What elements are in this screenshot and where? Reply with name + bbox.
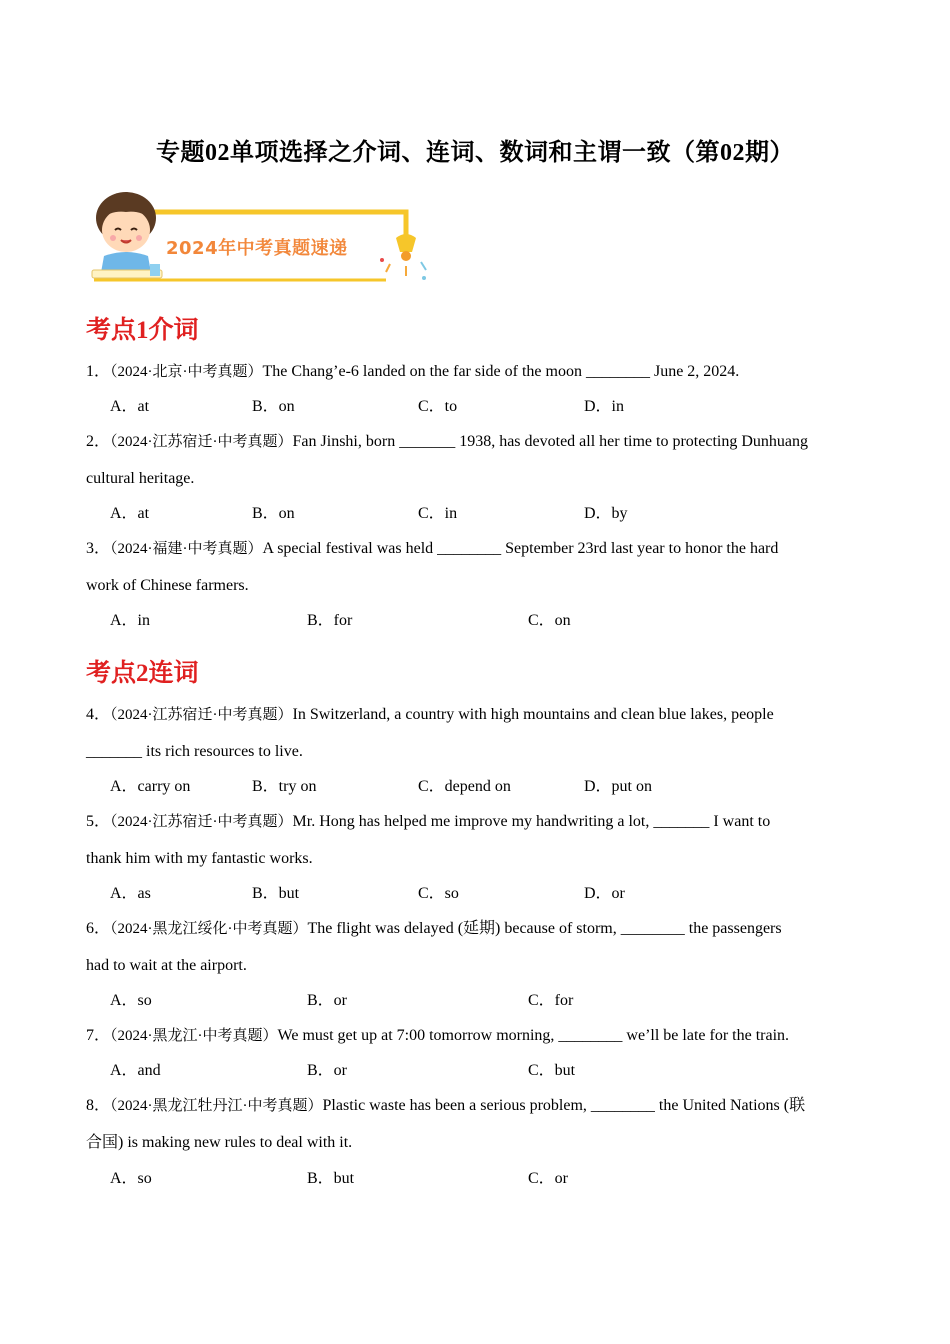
question-5 [86,812,770,832]
question-source: （2024·江苏宿迁·中考真题） [110,814,293,830]
question-4-continued: _______ its rich resources to live. [86,743,303,760]
option-c: C．in [418,505,458,522]
option-c: C．to [418,398,458,415]
question-number: 8． [86,1097,111,1114]
question-number: 5． [86,813,111,830]
question-text: In Switzerland, a country with high mountains and clean blue lakes, people [292,706,774,723]
question-number: 2． [86,433,111,450]
option-d: D．or [584,885,625,902]
question-text: We must get up at 7:00 tomorrow morning, ________ we’ll be late for the train. [277,1027,790,1044]
question-2 [86,432,808,452]
option-b: B．but [252,885,300,902]
question-text: Fan Jinshi, born _______ 1938, has devoted all her time to protecting Dunhuang [292,433,808,450]
question-4 [86,705,774,725]
question-8-continued: 合国) is making new rules to deal with it. [86,1134,353,1151]
option-a: A．so [110,1170,152,1187]
option-a: A．in [110,612,151,629]
question-text: The flight was delayed (延期) because of storm, ________ the passengers [307,920,782,937]
question-source: （2024·江苏宿迁·中考真题） [110,434,293,450]
question-number: 7． [86,1027,111,1044]
question-text: A special festival was held ________ September 23rd last year to honor the hard [262,540,779,557]
question-7 [86,1026,789,1046]
question-text: Mr. Hong has helped me improve my handwriting a lot, _______ I want to [292,813,771,830]
question-8 [86,1096,805,1116]
banner [86,190,431,290]
option-c: C．depend on [418,778,511,795]
question-1 [86,362,739,382]
option-c: C．so [418,885,459,902]
option-a: A．so [110,992,152,1009]
section-heading-prepositions: 考点1介词 [86,317,199,344]
option-c: C．on [528,612,571,629]
question-3-continued: work of Chinese farmers. [86,577,249,594]
option-a: A．at [110,398,150,415]
question-source: （2024·黑龙江牡丹江·中考真题） [110,1098,323,1114]
option-d: D．put on [584,778,653,795]
option-b: B．or [307,992,348,1009]
option-c: C．for [528,992,574,1009]
question-3 [86,539,778,559]
option-a: A．carry on [110,778,191,795]
question-source: （2024·江苏宿迁·中考真题） [110,707,293,723]
option-b: B．on [252,505,295,522]
question-text: Plastic waste has been a serious problem, ________ the United Nations (联 [322,1097,806,1114]
option-d: D．by [584,505,628,522]
option-a: A．and [110,1062,161,1079]
question-source: （2024·黑龙江·中考真题） [110,1028,278,1044]
question-number: 1． [86,363,111,380]
question-source: （2024·福建·中考真题） [110,541,263,557]
question-text: The Chang’e-6 landed on the far side of the moon ________ June 2, 2024. [262,363,740,380]
question-2-continued: cultural heritage. [86,470,195,487]
option-a: A．as [110,885,151,902]
section-heading-conjunctions: 考点2连词 [86,660,199,687]
question-number: 4． [86,706,111,723]
option-a: A．at [110,505,150,522]
option-c: C．or [528,1170,569,1187]
option-b: B．for [307,612,353,629]
question-source: （2024·北京·中考真题） [110,364,263,380]
option-b: B．but [307,1170,355,1187]
question-6-continued: had to wait at the airport. [86,957,247,974]
question-source: （2024·黑龙江绥化·中考真题） [110,921,308,937]
option-d: D．in [584,398,625,415]
question-number: 6． [86,920,111,937]
question-number: 3． [86,540,111,557]
page-title: 专题02单项选择之介词、连词、数词和主谓一致（第02期） [156,140,794,166]
question-6 [86,919,782,939]
option-b: B．or [307,1062,348,1079]
banner-label: 2024年中考真题速递 [166,238,348,259]
question-5-continued: thank him with my fantastic works. [86,850,313,867]
option-b: B．try on [252,778,317,795]
option-b: B．on [252,398,295,415]
option-c: C．but [528,1062,576,1079]
